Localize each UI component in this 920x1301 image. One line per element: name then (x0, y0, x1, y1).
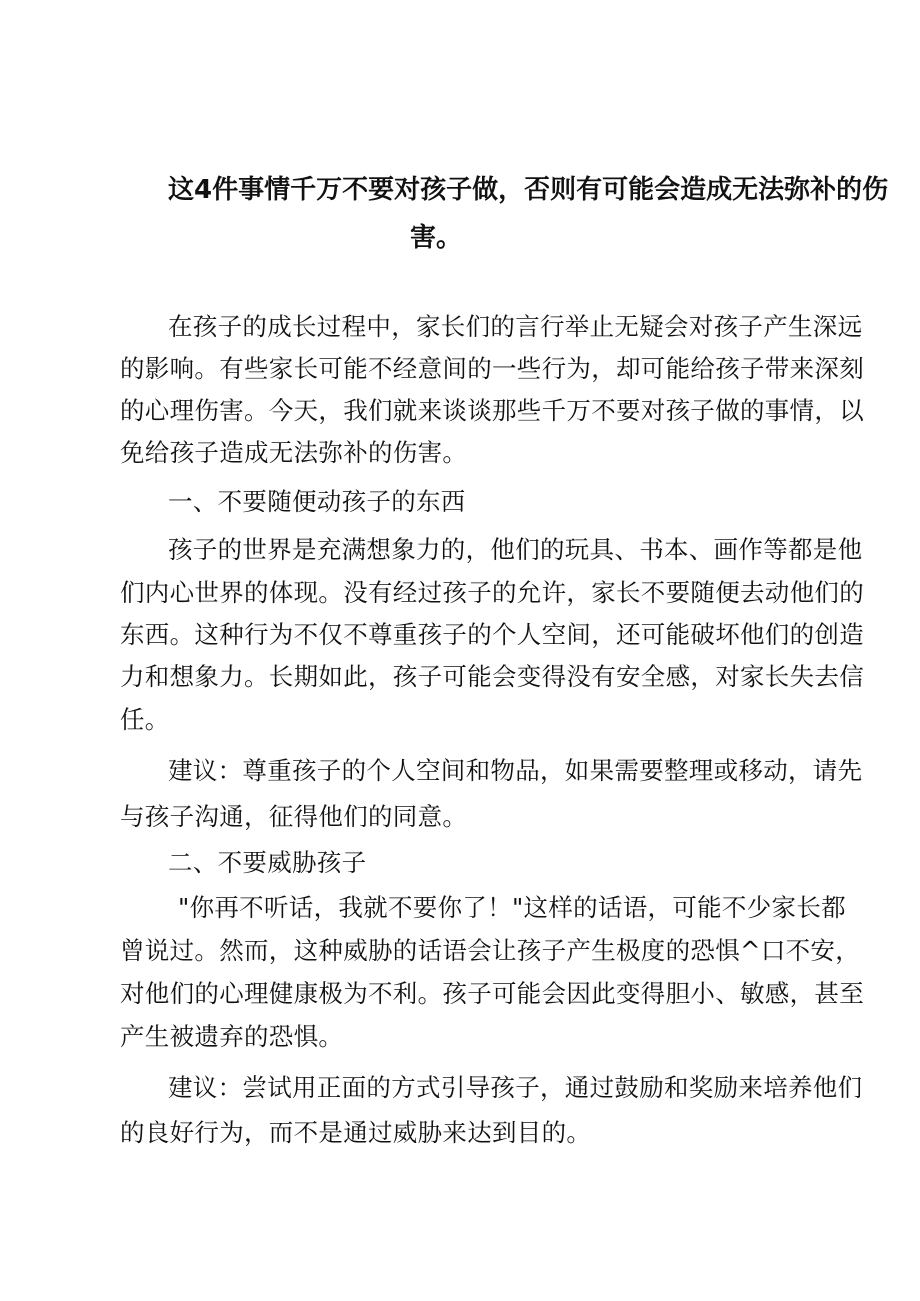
section-1-line-4: 力和想象力。长期如此，孩子可能会变得没有安全感，对家长失去信 (120, 662, 864, 691)
paragraph-intro-line-4: 免给孩子造成无法弥补的伤害。 (120, 438, 468, 467)
section-2-line-4: 产生被遗弃的恐惧。 (120, 1022, 344, 1051)
section-1-line-5: 任。 (120, 705, 170, 734)
title-line-1: 这4件事情千万不要对孩子做，否则有可能会造成无法弥补的伤 (168, 175, 889, 205)
suggestion-1-line-2: 与孩子沟通，征得他们的同意。 (120, 802, 468, 831)
section-1-line-3: 东西。这种行为不仅不尊重孩子的个人空间，还可能破坏他们的创造 (120, 620, 864, 649)
title-line-2: 害。 (410, 223, 463, 253)
section-heading-2: 二、不要威胁孩子 (168, 848, 367, 877)
suggestion-2-line-2: 的良好行为，而不是通过威胁来达到目的。 (120, 1118, 592, 1147)
paragraph-intro-line-1: 在孩子的成长过程中，家长们的言行举止无疑会对孩子产生深远 (168, 312, 863, 341)
suggestion-1-line-1: 建议：尊重孩子的个人空间和物品，如果需要整理或移动，请先 (168, 756, 863, 785)
section-heading-1: 一、不要随便动孩子的东西 (168, 487, 466, 516)
section-2-line-2: 曾说过。然而，这种威胁的话语会让孩子产生极度的恐惧^口不安， (120, 936, 861, 965)
section-1-line-2: 们内心世界的体现。没有经过孩子的允许，家长不要随便去动他们的 (120, 578, 864, 607)
section-2-line-3: 对他们的心理健康极为不利。孩子可能会因此变得胆小、敏感，甚至 (120, 979, 864, 1008)
paragraph-intro-line-2: 的影响。有些家长可能不经意间的一些行为，却可能给孩子带来深刻 (120, 354, 864, 383)
section-2-line-1: "你再不听话，我就不要你了！"这样的话语，可能不少家长都 (178, 893, 846, 922)
paragraph-intro-line-3: 的心理伤害。今天，我们就来谈谈那些千万不要对孩子做的事情，以 (120, 396, 864, 425)
section-1-line-1: 孩子的世界是充满想象力的，他们的玩具、书本、画作等都是他 (168, 535, 863, 564)
suggestion-2-line-1: 建议：尝试用正面的方式引导孩子，通过鼓励和奖励来培养他们 (168, 1073, 863, 1102)
